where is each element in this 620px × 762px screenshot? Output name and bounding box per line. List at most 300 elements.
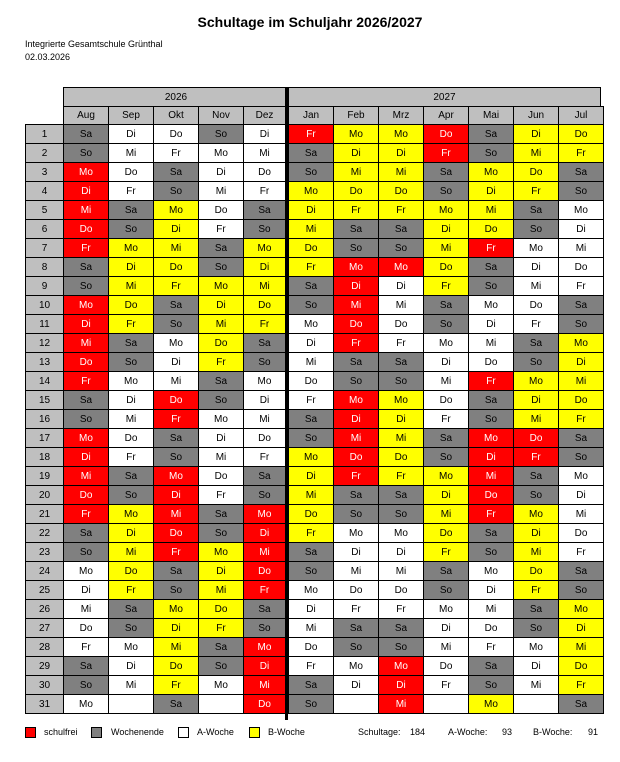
day-cell-wochenende: Sa bbox=[513, 599, 559, 619]
day-cell-b-woche: Do bbox=[423, 523, 469, 543]
day-number-4: 4 bbox=[25, 181, 64, 201]
day-cell-a-woche: Mi bbox=[153, 371, 199, 391]
day-cell-a-woche: Mo bbox=[378, 523, 424, 543]
day-cell-wochenende: So bbox=[333, 504, 379, 524]
day-cell-schulfrei: Fr bbox=[288, 124, 334, 144]
day-cell-a-woche: Di bbox=[243, 124, 286, 144]
day-number-17: 17 bbox=[25, 428, 64, 448]
day-cell-a-woche: Mo bbox=[468, 295, 514, 315]
day-cell-a-woche: Mo bbox=[288, 314, 334, 334]
day-cell-wochenende: Sa bbox=[63, 523, 109, 543]
day-cell-wochenende: Sa bbox=[198, 371, 244, 391]
day-cell-schulfrei: Mi bbox=[468, 466, 514, 486]
day-cell-schulfrei: Di bbox=[63, 314, 109, 334]
day-cell-schulfrei: Fr bbox=[243, 580, 286, 600]
day-cell-schulfrei: Di bbox=[378, 675, 424, 695]
day-cell-b-woche: Mi bbox=[153, 637, 199, 657]
stat-a-woche-value: 93 bbox=[502, 727, 513, 737]
day-cell-schulfrei: Mo bbox=[333, 257, 379, 277]
day-cell-a-woche: Fr bbox=[288, 656, 334, 676]
day-cell-a-woche: Di bbox=[108, 656, 154, 676]
day-cell-a-woche: Fr bbox=[378, 599, 424, 619]
day-cell-a-woche: Do bbox=[288, 637, 334, 657]
day-cell-a-woche: Mi bbox=[423, 637, 469, 657]
day-cell-b-woche: Di bbox=[153, 618, 199, 638]
day-cell-b-woche: Mi bbox=[513, 409, 559, 429]
day-cell-wochenende: Sa bbox=[63, 124, 109, 144]
day-cell-b-woche: Di bbox=[558, 352, 604, 372]
day-cell-b-woche: Do bbox=[378, 181, 424, 201]
day-cell-wochenende: Sa bbox=[108, 599, 154, 619]
day-cell-a-woche: Mi bbox=[63, 599, 109, 619]
day-cell-wochenende: Sa bbox=[468, 390, 514, 410]
day-cell-schulfrei: Do bbox=[63, 485, 109, 505]
day-cell-schulfrei: Fr bbox=[333, 466, 379, 486]
day-cell-a-woche: Do bbox=[63, 618, 109, 638]
day-number-31: 31 bbox=[25, 694, 64, 714]
day-cell-a-woche: Do bbox=[378, 314, 424, 334]
day-cell-wochenende: Sa bbox=[333, 219, 379, 239]
day-cell-schulfrei: Mo bbox=[333, 390, 379, 410]
day-number-22: 22 bbox=[25, 523, 64, 543]
day-cell-b-woche: Mo bbox=[558, 599, 604, 619]
day-cell-b-woche: Fr bbox=[288, 523, 334, 543]
day-number-7: 7 bbox=[25, 238, 64, 258]
day-cell-a-woche: Mo bbox=[198, 143, 244, 163]
day-cell-schulfrei: Di bbox=[243, 656, 286, 676]
day-cell-wochenende: So bbox=[333, 238, 379, 258]
day-cell-a-woche: Mo bbox=[108, 371, 154, 391]
day-cell-a-woche: Do bbox=[468, 352, 514, 372]
day-cell-a-woche: Do bbox=[108, 162, 154, 182]
day-cell-wochenende: So bbox=[153, 314, 199, 334]
day-cell-a-woche: Mi bbox=[468, 599, 514, 619]
day-cell-a-woche: Di bbox=[108, 390, 154, 410]
day-cell-b-woche: Mi bbox=[198, 314, 244, 334]
day-cell-schulfrei: Mi bbox=[378, 694, 424, 714]
day-cell-wochenende: Sa bbox=[333, 352, 379, 372]
legend-schulfrei-swatch bbox=[25, 727, 36, 738]
day-cell-schulfrei: Di bbox=[63, 181, 109, 201]
day-cell-wochenende: Sa bbox=[108, 333, 154, 353]
day-cell-a-woche: Mi bbox=[198, 181, 244, 201]
day-cell-a-woche: Mi bbox=[108, 409, 154, 429]
day-cell-empty bbox=[513, 694, 559, 714]
day-cell-a-woche: Do bbox=[153, 124, 199, 144]
day-cell-wochenende: So bbox=[468, 409, 514, 429]
day-cell-wochenende: So bbox=[288, 561, 334, 581]
day-cell-wochenende: So bbox=[513, 219, 559, 239]
day-cell-a-woche: Mo bbox=[423, 599, 469, 619]
day-cell-schulfrei: Mo bbox=[468, 428, 514, 448]
day-cell-schulfrei: Fr bbox=[468, 238, 514, 258]
day-cell-a-woche: Mo bbox=[198, 675, 244, 695]
day-cell-a-woche: Di bbox=[108, 124, 154, 144]
day-cell-wochenende: So bbox=[558, 181, 604, 201]
day-cell-schulfrei: Fr bbox=[153, 542, 199, 562]
day-cell-b-woche: Mo bbox=[288, 447, 334, 467]
day-cell-b-woche: Mo bbox=[468, 694, 514, 714]
day-cell-b-woche: Do bbox=[513, 162, 559, 182]
day-cell-a-woche: Di bbox=[378, 542, 424, 562]
day-number-26: 26 bbox=[25, 599, 64, 619]
day-cell-a-woche: Di bbox=[243, 390, 286, 410]
day-cell-schulfrei: Fr bbox=[63, 371, 109, 391]
day-cell-b-woche: Mi bbox=[423, 238, 469, 258]
day-cell-schulfrei: Fr bbox=[63, 238, 109, 258]
day-cell-a-woche: Mi bbox=[243, 409, 286, 429]
day-cell-a-woche: Mo bbox=[198, 409, 244, 429]
day-cell-a-woche: Fr bbox=[198, 219, 244, 239]
day-cell-wochenende: So bbox=[153, 580, 199, 600]
day-cell-wochenende: Sa bbox=[378, 485, 424, 505]
day-number-24: 24 bbox=[25, 561, 64, 581]
day-cell-schulfrei: Mo bbox=[378, 656, 424, 676]
day-cell-wochenende: So bbox=[288, 295, 334, 315]
day-cell-schulfrei: Do bbox=[468, 485, 514, 505]
day-cell-schulfrei: Mo bbox=[378, 257, 424, 277]
day-cell-wochenende: So bbox=[423, 447, 469, 467]
day-cell-b-woche: Fr bbox=[198, 618, 244, 638]
day-cell-wochenende: So bbox=[333, 371, 379, 391]
day-cell-empty bbox=[108, 694, 154, 714]
day-cell-b-woche: Mi bbox=[378, 162, 424, 182]
day-cell-schulfrei: Fr bbox=[153, 409, 199, 429]
day-number-29: 29 bbox=[25, 656, 64, 676]
day-cell-wochenende: Sa bbox=[63, 656, 109, 676]
day-cell-empty bbox=[423, 694, 469, 714]
day-cell-a-woche: Do bbox=[243, 428, 286, 448]
day-cell-b-woche: Di bbox=[378, 143, 424, 163]
day-cell-wochenende: Sa bbox=[153, 428, 199, 448]
month-header-feb: Feb bbox=[333, 106, 379, 125]
day-cell-b-woche: Do bbox=[198, 333, 244, 353]
day-cell-wochenende: So bbox=[288, 162, 334, 182]
day-cell-a-woche: Fr bbox=[558, 276, 604, 296]
day-cell-wochenende: Sa bbox=[558, 295, 604, 315]
day-cell-a-woche: Mi bbox=[513, 675, 559, 695]
day-cell-wochenende: Sa bbox=[513, 333, 559, 353]
day-cell-wochenende: Sa bbox=[288, 409, 334, 429]
day-number-15: 15 bbox=[25, 390, 64, 410]
day-cell-a-woche: Di bbox=[558, 219, 604, 239]
day-cell-wochenende: So bbox=[243, 352, 286, 372]
day-cell-schulfrei: Do bbox=[423, 124, 469, 144]
stat-b-woche-label: B-Woche: bbox=[533, 727, 573, 737]
day-cell-wochenende: Sa bbox=[468, 257, 514, 277]
day-cell-a-woche: Di bbox=[468, 580, 514, 600]
day-cell-b-woche: Fr bbox=[378, 466, 424, 486]
day-cell-b-woche: Fr bbox=[198, 352, 244, 372]
day-cell-b-woche: Mi bbox=[558, 637, 604, 657]
day-cell-schulfrei: Mi bbox=[243, 675, 286, 695]
day-cell-a-woche: Fr bbox=[513, 314, 559, 334]
day-cell-a-woche: Di bbox=[423, 352, 469, 372]
day-cell-wochenende: Sa bbox=[288, 143, 334, 163]
day-cell-b-woche: Di bbox=[513, 523, 559, 543]
day-cell-a-woche: Mi bbox=[108, 143, 154, 163]
legend bbox=[0, 724, 620, 742]
day-cell-schulfrei: Mi bbox=[153, 504, 199, 524]
day-cell-a-woche: Mi bbox=[513, 276, 559, 296]
day-cell-b-woche: Mo bbox=[513, 371, 559, 391]
day-cell-wochenende: Sa bbox=[558, 561, 604, 581]
day-cell-wochenende: So bbox=[108, 352, 154, 372]
day-cell-schulfrei: Do bbox=[333, 314, 379, 334]
day-cell-wochenende: So bbox=[468, 675, 514, 695]
day-cell-b-woche: Di bbox=[378, 409, 424, 429]
day-number-8: 8 bbox=[25, 257, 64, 277]
day-cell-b-woche: Fr bbox=[513, 181, 559, 201]
day-cell-wochenende: Sa bbox=[333, 485, 379, 505]
day-cell-wochenende: So bbox=[63, 276, 109, 296]
day-cell-schulfrei: Di bbox=[468, 447, 514, 467]
day-cell-b-woche: Di bbox=[423, 485, 469, 505]
day-cell-wochenende: Sa bbox=[153, 295, 199, 315]
day-cell-a-woche: Mo bbox=[333, 523, 379, 543]
day-cell-schulfrei: Fr bbox=[468, 504, 514, 524]
day-cell-schulfrei: Fr bbox=[468, 371, 514, 391]
day-cell-a-woche: Mo bbox=[243, 371, 286, 391]
legend-a-woche-swatch bbox=[178, 727, 189, 738]
day-cell-b-woche: Mi bbox=[558, 371, 604, 391]
day-cell-b-woche: Fr bbox=[558, 409, 604, 429]
day-cell-schulfrei: Do bbox=[153, 523, 199, 543]
day-cell-a-woche: Mi bbox=[378, 561, 424, 581]
day-cell-a-woche: Fr bbox=[153, 143, 199, 163]
day-cell-a-woche: Mi bbox=[468, 333, 514, 353]
day-cell-b-woche: Mi bbox=[108, 542, 154, 562]
day-cell-b-woche: Di bbox=[108, 523, 154, 543]
day-cell-wochenende: Sa bbox=[378, 352, 424, 372]
day-cell-empty bbox=[333, 694, 379, 714]
day-cell-a-woche: Mo bbox=[108, 637, 154, 657]
day-cell-wochenende: Sa bbox=[288, 675, 334, 695]
day-cell-schulfrei: Fr bbox=[423, 143, 469, 163]
day-cell-b-woche: Fr bbox=[378, 200, 424, 220]
day-cell-schulfrei: Mi bbox=[63, 466, 109, 486]
day-cell-b-woche: Mo bbox=[333, 124, 379, 144]
day-cell-a-woche: Mo bbox=[558, 466, 604, 486]
month-header-jul: Jul bbox=[558, 106, 604, 125]
day-cell-schulfrei: Do bbox=[243, 694, 286, 714]
day-cell-b-woche: Mo bbox=[153, 599, 199, 619]
day-cell-a-woche: Do bbox=[108, 428, 154, 448]
day-cell-a-woche: Fr bbox=[558, 542, 604, 562]
day-cell-b-woche: Mi bbox=[423, 504, 469, 524]
day-cell-a-woche: Do bbox=[423, 390, 469, 410]
day-cell-schulfrei: Mi bbox=[333, 295, 379, 315]
day-cell-b-woche: Fr bbox=[108, 314, 154, 334]
day-cell-wochenende: So bbox=[198, 257, 244, 277]
day-cell-wochenende: So bbox=[558, 447, 604, 467]
day-cell-wochenende: So bbox=[63, 143, 109, 163]
day-cell-wochenende: So bbox=[378, 238, 424, 258]
day-cell-wochenende: Sa bbox=[378, 618, 424, 638]
day-cell-wochenende: So bbox=[108, 219, 154, 239]
day-cell-b-woche: Fr bbox=[423, 276, 469, 296]
day-cell-b-woche: Do bbox=[153, 257, 199, 277]
day-number-27: 27 bbox=[25, 618, 64, 638]
day-cell-wochenende: Sa bbox=[108, 200, 154, 220]
day-cell-wochenende: So bbox=[243, 219, 286, 239]
day-cell-a-woche: Di bbox=[198, 428, 244, 448]
day-cell-wochenende: Sa bbox=[153, 162, 199, 182]
day-number-25: 25 bbox=[25, 580, 64, 600]
day-cell-b-woche: Do bbox=[288, 238, 334, 258]
day-cell-schulfrei: Di bbox=[243, 523, 286, 543]
day-cell-wochenende: Sa bbox=[378, 219, 424, 239]
day-cell-b-woche: Fr bbox=[243, 314, 286, 334]
day-cell-a-woche: Fr bbox=[468, 637, 514, 657]
stat-schultage-label: Schultage: bbox=[358, 727, 401, 737]
legend-wochenende-swatch bbox=[91, 727, 102, 738]
day-cell-b-woche: Mi bbox=[108, 276, 154, 296]
legend-b-woche-label: B-Woche bbox=[268, 727, 305, 737]
day-cell-a-woche: Mo bbox=[288, 580, 334, 600]
legend-a-woche-label: A-Woche bbox=[197, 727, 234, 737]
day-cell-schulfrei: Mo bbox=[243, 504, 286, 524]
day-cell-b-woche: Mo bbox=[558, 333, 604, 353]
day-cell-schulfrei: Do bbox=[153, 390, 199, 410]
day-cell-a-woche: Do bbox=[423, 656, 469, 676]
day-cell-b-woche: Mo bbox=[378, 124, 424, 144]
day-cell-wochenende: Sa bbox=[63, 390, 109, 410]
day-cell-schulfrei: Mo bbox=[63, 162, 109, 182]
day-cell-wochenende: Sa bbox=[513, 466, 559, 486]
day-cell-wochenende: Sa bbox=[333, 618, 379, 638]
day-cell-a-woche: Fr bbox=[423, 409, 469, 429]
day-cell-b-woche: Fr bbox=[108, 580, 154, 600]
day-cell-a-woche: Fr bbox=[333, 599, 379, 619]
day-cell-b-woche: Do bbox=[423, 257, 469, 277]
day-cell-wochenende: Sa bbox=[288, 542, 334, 562]
day-cell-b-woche: Do bbox=[198, 599, 244, 619]
day-cell-wochenende: So bbox=[423, 314, 469, 334]
day-cell-a-woche: Do bbox=[558, 257, 604, 277]
day-cell-b-woche: Mi bbox=[153, 238, 199, 258]
day-cell-b-woche: Mi bbox=[288, 485, 334, 505]
page-title: Schultage im Schuljahr 2026/2027 bbox=[197, 14, 423, 30]
day-cell-wochenende: So bbox=[378, 637, 424, 657]
stat-b-woche-value: 91 bbox=[588, 727, 599, 737]
day-cell-b-woche: Mo bbox=[468, 162, 514, 182]
day-cell-schulfrei: Mo bbox=[63, 428, 109, 448]
month-header-sep: Sep bbox=[108, 106, 154, 125]
day-cell-b-woche: Mo bbox=[423, 466, 469, 486]
day-cell-b-woche: Mi bbox=[333, 162, 379, 182]
day-cell-wochenende: So bbox=[378, 371, 424, 391]
day-cell-a-woche: Fr bbox=[423, 675, 469, 695]
day-cell-wochenende: So bbox=[423, 181, 469, 201]
day-cell-a-woche: Di bbox=[153, 352, 199, 372]
day-cell-a-woche: Di bbox=[513, 257, 559, 277]
day-cell-a-woche: Di bbox=[468, 314, 514, 334]
day-cell-b-woche: Di bbox=[288, 200, 334, 220]
day-cell-b-woche: Do bbox=[108, 295, 154, 315]
day-cell-a-woche: Di bbox=[63, 580, 109, 600]
day-cell-b-woche: Mi bbox=[468, 200, 514, 220]
day-cell-a-woche: Di bbox=[378, 276, 424, 296]
day-cell-wochenende: So bbox=[243, 618, 286, 638]
day-cell-a-woche: Fr bbox=[63, 637, 109, 657]
school-name: Integrierte Gesamtschule Grünthal bbox=[25, 39, 163, 49]
day-cell-b-woche: Mi bbox=[198, 580, 244, 600]
day-cell-b-woche: Do bbox=[558, 656, 604, 676]
day-cell-wochenende: So bbox=[63, 409, 109, 429]
day-cell-wochenende: Sa bbox=[198, 504, 244, 524]
day-number-21: 21 bbox=[25, 504, 64, 524]
day-number-18: 18 bbox=[25, 447, 64, 467]
day-cell-schulfrei: Di bbox=[63, 447, 109, 467]
day-cell-schulfrei: Mi bbox=[333, 428, 379, 448]
day-number-9: 9 bbox=[25, 276, 64, 296]
day-cell-wochenende: So bbox=[153, 447, 199, 467]
day-cell-b-woche: Mo bbox=[198, 276, 244, 296]
day-cell-b-woche: Di bbox=[558, 618, 604, 638]
day-cell-b-woche: Mo bbox=[243, 238, 286, 258]
day-cell-b-woche: Di bbox=[423, 219, 469, 239]
day-number-6: 6 bbox=[25, 219, 64, 239]
day-cell-a-woche: Do bbox=[288, 371, 334, 391]
day-cell-a-woche: Di bbox=[288, 333, 334, 353]
day-cell-schulfrei: Do bbox=[513, 428, 559, 448]
day-cell-a-woche: Do bbox=[333, 580, 379, 600]
day-cell-b-woche: Di bbox=[513, 124, 559, 144]
day-cell-a-woche: Mo bbox=[153, 333, 199, 353]
day-cell-wochenende: So bbox=[288, 428, 334, 448]
day-cell-a-woche: Mo bbox=[513, 238, 559, 258]
day-cell-schulfrei: Do bbox=[333, 447, 379, 467]
day-cell-a-woche: Do bbox=[198, 466, 244, 486]
day-cell-b-woche: Do bbox=[468, 219, 514, 239]
day-cell-wochenende: Sa bbox=[153, 694, 199, 714]
day-cell-b-woche: Fr bbox=[153, 276, 199, 296]
day-cell-wochenende: Sa bbox=[468, 124, 514, 144]
day-cell-a-woche: Mo bbox=[558, 200, 604, 220]
day-cell-wochenende: Sa bbox=[198, 637, 244, 657]
day-cell-a-woche: Do bbox=[558, 523, 604, 543]
day-cell-a-woche: Mo bbox=[423, 333, 469, 353]
day-cell-wochenende: Sa bbox=[558, 694, 604, 714]
day-cell-wochenende: Sa bbox=[108, 466, 154, 486]
day-cell-b-woche: Di bbox=[153, 219, 199, 239]
day-number-1: 1 bbox=[25, 124, 64, 144]
day-cell-a-woche: Mo bbox=[513, 637, 559, 657]
day-cell-a-woche: Mo bbox=[333, 656, 379, 676]
day-cell-b-woche: Do bbox=[243, 295, 286, 315]
day-cell-b-woche: Do bbox=[558, 390, 604, 410]
day-cell-a-woche: Di bbox=[333, 542, 379, 562]
day-cell-wochenende: So bbox=[243, 485, 286, 505]
day-cell-b-woche: Do bbox=[378, 447, 424, 467]
day-cell-wochenende: So bbox=[198, 656, 244, 676]
day-number-2: 2 bbox=[25, 143, 64, 163]
month-header-aug: Aug bbox=[63, 106, 109, 125]
day-cell-schulfrei: Mi bbox=[63, 200, 109, 220]
day-cell-wochenende: Sa bbox=[468, 523, 514, 543]
day-cell-schulfrei: Mo bbox=[63, 295, 109, 315]
year-header-2027: 2027 bbox=[288, 87, 601, 107]
day-cell-a-woche: Di bbox=[423, 618, 469, 638]
day-cell-wochenende: So bbox=[423, 580, 469, 600]
day-cell-wochenende: Sa bbox=[423, 428, 469, 448]
day-cell-wochenende: Sa bbox=[558, 162, 604, 182]
day-cell-b-woche: Do bbox=[513, 561, 559, 581]
day-cell-empty bbox=[198, 694, 244, 714]
day-cell-a-woche: Do bbox=[243, 162, 286, 182]
day-cell-a-woche: Mi bbox=[108, 675, 154, 695]
